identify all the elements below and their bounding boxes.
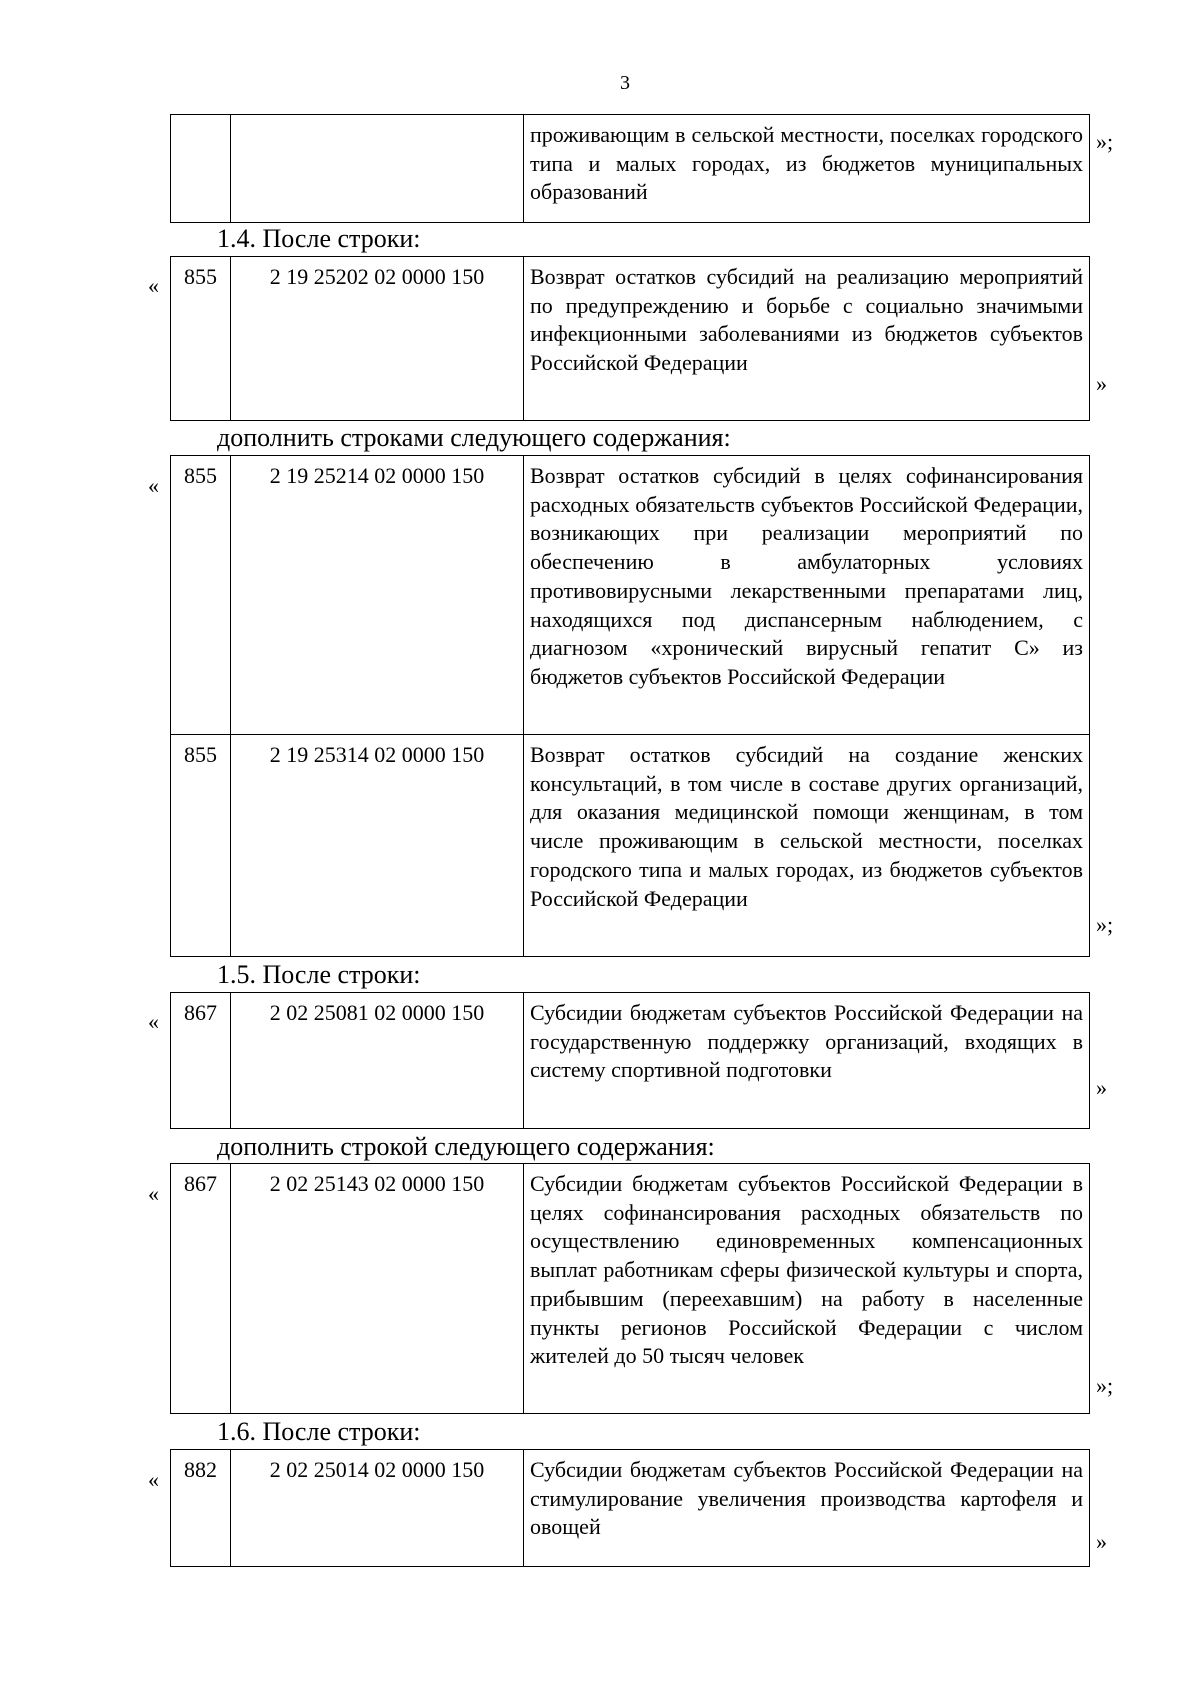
kbk-cell: 2 02 25014 02 0000 150: [231, 1450, 524, 1567]
kbk-cell: 2 19 25314 02 0000 150: [231, 735, 524, 957]
table-added-row: [170, 1163, 1090, 1414]
opening-quote: «: [148, 473, 159, 498]
section-heading: 1.6. После строки:: [217, 1417, 421, 1446]
description-cell: проживающим в сельской местности, поселках городского типа и малых городах, из бюджетов муниципальных образований: [524, 115, 1090, 223]
code-cell: [171, 115, 231, 223]
code-cell: 855: [171, 456, 231, 735]
table-row: [171, 115, 1090, 223]
description-cell: Субсидии бюджетам субъектов Российской Федерации на государственную поддержку организаций, входящих в систему спортивной подготовки: [524, 993, 1090, 1129]
description-cell: Возврат остатков субсидий на создание женских консультаций, в том числе в составе других организаций, для оказания медицинской помощи женщинам, в том числе проживающим в сельской местности, поселках городского типа и малых городах, из бюджетов субъектов Российской Федерации: [524, 735, 1090, 957]
section-heading: дополнить строкой следующего содержания:: [217, 1132, 715, 1161]
table-row: [171, 257, 1090, 421]
opening-quote: «: [148, 1467, 159, 1492]
table-row: [171, 735, 1090, 957]
description-cell: Субсидии бюджетам субъектов Российской Федерации на стимулирование увеличения производства картофеля и овощей: [524, 1450, 1090, 1567]
table-section-1-4: [170, 256, 1090, 421]
table-section-1-6: [170, 1449, 1090, 1567]
kbk-cell: 2 19 25202 02 0000 150: [231, 257, 524, 421]
closing-quote: »: [1096, 371, 1107, 396]
opening-quote: «: [148, 273, 159, 298]
closing-quote: »;: [1096, 912, 1114, 937]
section-heading: дополнить строками следующего содержания:: [217, 423, 731, 452]
description-cell: Возврат остатков субсидий на реализацию мероприятий по предупреждению и борьбе с социально значимыми инфекционными заболеваниями из бюджетов субъектов Российской Федерации: [524, 257, 1090, 421]
opening-quote: «: [148, 1181, 159, 1206]
table-row: [171, 993, 1090, 1129]
table-row: [171, 1450, 1090, 1567]
kbk-cell: 2 02 25143 02 0000 150: [231, 1164, 524, 1414]
code-cell: 855: [171, 257, 231, 421]
code-cell: 855: [171, 735, 231, 957]
kbk-cell: 2 19 25214 02 0000 150: [231, 456, 524, 735]
description-cell: Возврат остатков субсидий в целях софинансирования расходных обязательств субъектов Российской Федерации, возникающих при реализации мероприятий по обеспечению в амбулаторных условиях противовирусными лекарственными препаратами лиц, находящихся под диспансерным наблюдением, с диагнозом «хронический вирусный гепатит С» из бюджетов субъектов Российской Федерации: [524, 456, 1090, 735]
section-heading: 1.5. После строки:: [217, 960, 421, 989]
closing-quote: »: [1096, 1529, 1107, 1554]
kbk-cell: [231, 115, 524, 223]
table-row: [171, 456, 1090, 735]
kbk-cell: 2 02 25081 02 0000 150: [231, 993, 524, 1129]
closing-quote: »;: [1096, 129, 1114, 154]
table-row: [171, 1164, 1090, 1414]
code-cell: 882: [171, 1450, 231, 1567]
section-heading: 1.4. После строки:: [217, 224, 421, 253]
table-added-rows: [170, 455, 1090, 957]
closing-quote: »: [1096, 1075, 1107, 1100]
page-number: 3: [620, 72, 630, 94]
table-section-1-5: [170, 992, 1090, 1129]
closing-quote: »;: [1096, 1373, 1114, 1398]
table-continuation: [170, 114, 1090, 223]
opening-quote: «: [148, 1009, 159, 1034]
code-cell: 867: [171, 1164, 231, 1414]
description-cell: Субсидии бюджетам субъектов Российской Федерации в целях софинансирования расходных обязательств по осуществлению единовременных компенсационных выплат работникам сферы физической культуры и спорта, прибывшим (переехавшим) на работу в населенные пункты регионов Российской Федерации с числом жителей до 50 тысяч человек: [524, 1164, 1090, 1414]
code-cell: 867: [171, 993, 231, 1129]
